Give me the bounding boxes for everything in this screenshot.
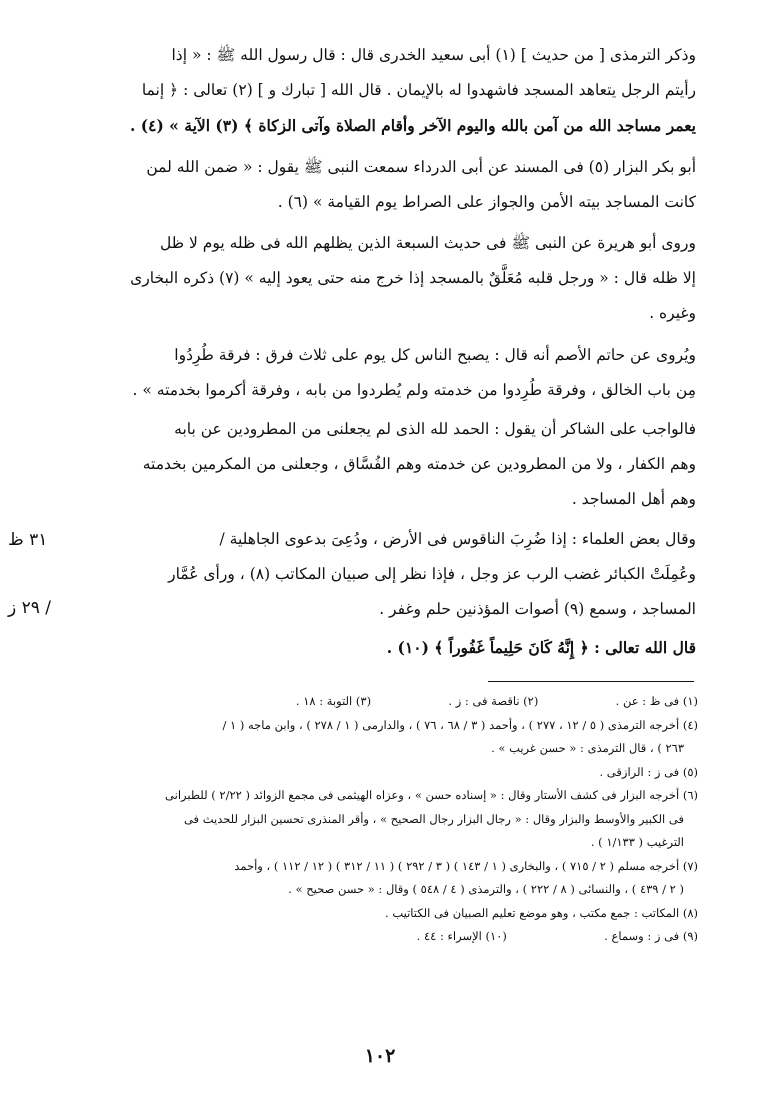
paragraph-2 xyxy=(64,150,696,220)
text-line: وذكر الترمذى [ من حديث ] (١) أبى سعيد الخدرى قال : قال رسول الله ﷺ : « إذا xyxy=(171,46,696,64)
footnote: (١٠) الإسراء : ٤٤ . xyxy=(416,929,507,943)
paragraph-7 xyxy=(64,630,696,665)
paragraph-6 xyxy=(64,522,696,627)
footnote-row: (٧) أخرجه مسلم ( ٢ / ٧١٥ ) ، والبخارى ( ١ / ١٤٣ ) ( ٣ / ٢٩٢ ) ( ١١ / ٣١٢ ) ( ١٢ / ١١٢ ) ، وأحمد xyxy=(234,858,698,873)
footnote-separator xyxy=(488,681,694,682)
footnote-row: الترغيب ( ١/١٣٣ ) . xyxy=(590,835,684,849)
paragraph-4 xyxy=(64,338,696,408)
footnote-row: (٥) فى ز : الرازقى . xyxy=(599,764,698,779)
text-line: مِن باب الخالق ، وفرقة طُرِدوا من خدمته ولم يُطردوا من بابه ، وفرقة أكرموا بخدمته » . xyxy=(132,381,696,399)
margin-note-folio: ٣١ ظ xyxy=(8,530,48,550)
footnote-row: ( ٢ / ٤٣٩ ) ، والنسائى ( ٨ / ٢٢٢ ) ، والترمذى ( ٤ / ٥٤٨ ) وقال : « حسن صحيح » . xyxy=(288,882,684,896)
footnote-row xyxy=(72,925,698,949)
text-line: وغيره . xyxy=(649,304,696,322)
text-line: ويُروى عن حاتم الأصم أنه قال : يصبح الناس كل يوم على ثلاث فرق : فرقة طُرِدُوا xyxy=(174,346,696,364)
footnote-row: (٤) أخرجه الترمذى ( ٥ / ١٢ ، ٢٧٧ ) ، وأحمد ( ٣ / ٦٨ ، ٧٦ ) ، والدارمى ( ١ / ٢٧٨ ) ، وابن ماجه ( ١ / xyxy=(222,717,698,732)
page-number: ١٠٢ xyxy=(364,1045,396,1067)
footnote-row: (٨) المكاتب : جمع مكتب ، وهو موضع تعليم الصبيان فى الكتاتيب . xyxy=(385,905,698,920)
text-line: وقال بعض العلماء : إذا ضُرِبَ الناقوس فى الأرض ، ودُعِىَ بدعوى الجاهلية / xyxy=(219,530,696,548)
text-line: إلا ظله قال : « ورجل قلبه مُعَلَّقٌ بالمسجد إذا خرج منه حتى يعود إليه » (٧) ذكره البخارى xyxy=(130,269,696,287)
text-line: رأيتم الرجل يتعاهد المسجد فاشهدوا له بالإيمان . قال الله [ تبارك و ] (٢) تعالى : ﴿ إنما xyxy=(141,81,696,99)
footnote: (٣) التوبة : ١٨ . xyxy=(295,694,372,708)
text-line: قال الله تعالى : ﴿ إِنَّهُ كَانَ حَلِيماً غَفُوراً ﴾ (١٠) . xyxy=(386,638,696,657)
footnote-row: ٢٦٣ ) ، قال الترمذى : « حسن غريب » . xyxy=(491,741,684,755)
text-line: فالواجب على الشاكر أن يقول : الحمد لله الذى لم يجعلنى من المطرودين عن بابه xyxy=(174,420,696,438)
footnote: (٢) ناقصة فى : ز . xyxy=(448,694,539,708)
text-line: أبو بكر البزار (٥) فى المسند عن أبى الدرداء سمعت النبى ﷺ يقول : « ضمن الله لمن xyxy=(146,158,696,176)
footnote: (٩) فى ز : وسماع . xyxy=(604,929,698,943)
text-line: يعمر مساجد الله من آمن بالله واليوم الآخر وأقام الصلاة وآتى الزكاة ﴾ (٣) الآية » (٤) . xyxy=(129,116,696,135)
footnote-row xyxy=(72,690,698,714)
footnote: (١) فى ظ : عن . xyxy=(615,694,698,708)
paragraph-5 xyxy=(64,412,696,517)
margin-note-folio: ٢٩ ز / xyxy=(8,598,52,618)
text-line: وروى أبو هريرة عن النبى ﷺ فى حديث السبعة الذين يظلهم الله فى ظله يوم لا ظل xyxy=(159,234,696,252)
paragraph-1 xyxy=(64,38,696,143)
text-line: وهم أهل المساجد . xyxy=(571,490,696,508)
text-line: وهم الكفار ، ولا من المطرودين عن خدمته وهم الفُسَّاق ، وجعلنى من المكرمين بخدمته xyxy=(142,455,696,473)
footnote-row: (٦) أخرجه البزار فى كشف الأستار وقال : « إسناده حسن » ، وعزاه الهيثمى فى مجمع الزوائد ( ٢/٢٢ ) للطبرانى xyxy=(165,788,698,802)
footnotes xyxy=(72,690,698,949)
footnote-row: فى الكبير والأوسط والبزار وقال : « رجال البزار رجال الصحيح » ، وأقر المنذرى تحسين البزار للحديث فى xyxy=(183,811,684,826)
text-line: وعُمِلَتْ الكبائر غضب الرب عز وجل ، فإذا نظر إلى صبيان المكاتب (٨) ، ورأى عُمَّار xyxy=(168,565,696,583)
text-line: كانت المساجد بيته الأمن والجواز على الصراط يوم القيامة » (٦) . xyxy=(277,193,696,211)
text-line: المساجد ، وسمع (٩) أصوات المؤذنين حلم وغفر . xyxy=(379,600,696,618)
paragraph-3 xyxy=(64,226,696,331)
